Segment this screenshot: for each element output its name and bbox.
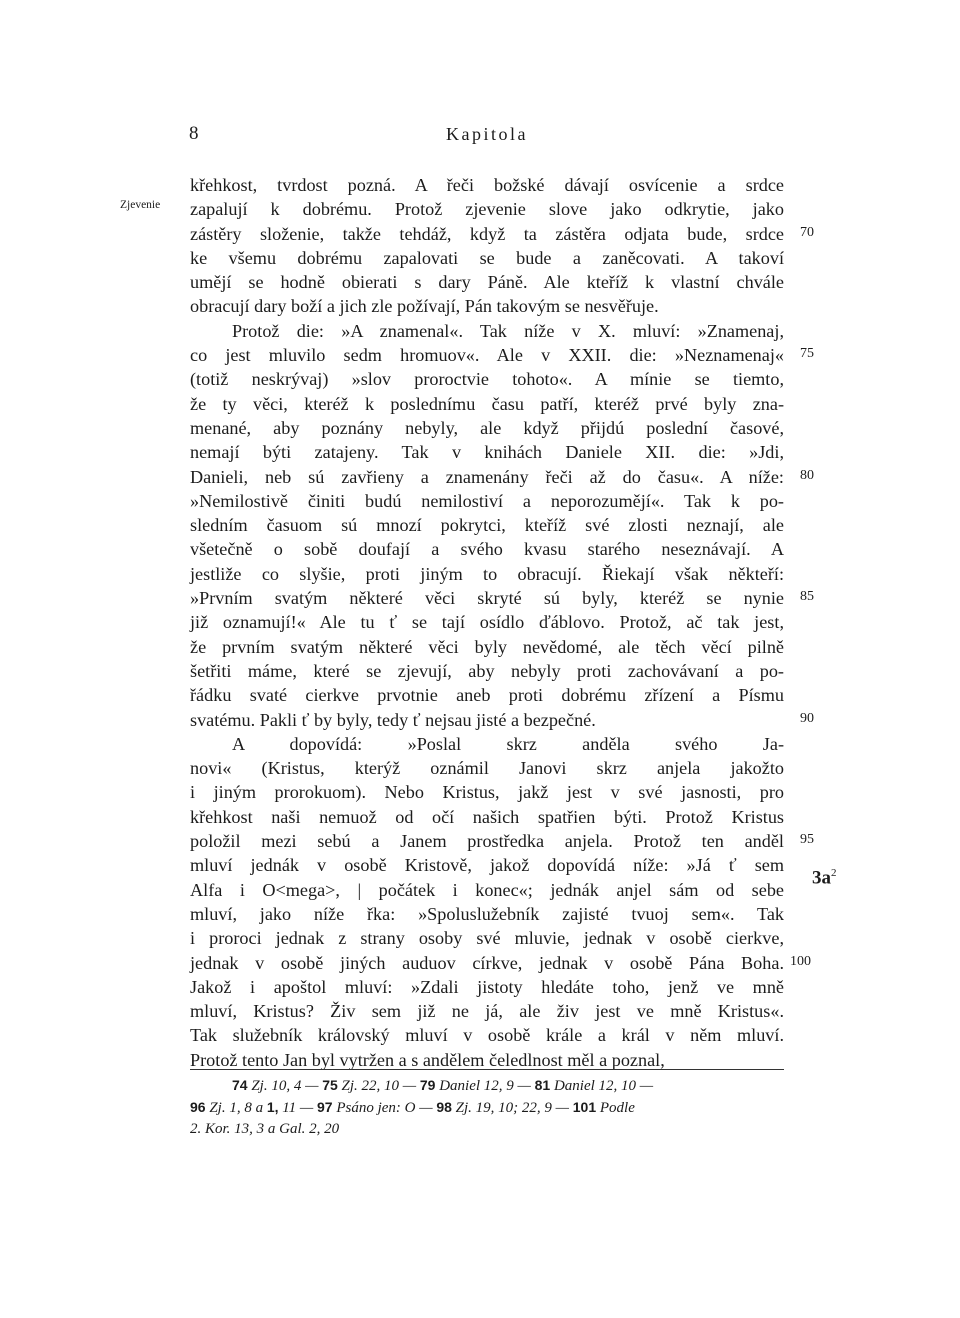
line-number: 80 (800, 467, 814, 483)
text-line: nemají býti zatajeny. Tak v knihách Daniele XII. die: »Jdi, (190, 442, 784, 463)
footnote-line-1 (190, 1075, 784, 1097)
text-line: mluví, jako níže řka: »Spoluslužebník zajisté tvuoj sem«. Tak (190, 903, 784, 924)
text-line: »Nemilostivě činiti budú nemilostiví a neporozumějí«. Tak k po- (190, 490, 784, 511)
text-line: umějí se hodně obierati s dary Páně. Ale kteříž k vlastní chvále (190, 272, 784, 293)
text-line: svatému. Pakli ť by byly, tedy ť nejsau jisté a bezpečné. (190, 709, 596, 730)
footnote-ref: 75 (322, 1077, 338, 1093)
text-line: že ty věci, kteréž k poslednímu času patří, kteréž prvé byly zna- (190, 393, 784, 414)
text-line: Jakož i apoštol mluví: »Zdali jistoty hledáte toho, jenž ve mně (190, 976, 784, 997)
footnote-ref: 79 (419, 1077, 436, 1093)
text-line: co jest mluvilo sedm hromuov«. Ale v XXII. die: »Neznamenaj« (190, 345, 784, 366)
footnote-ref: 74 (232, 1077, 248, 1093)
text-line: položil mezi sebú a Janem prostředka anjela. Protož ten anděl (190, 831, 784, 852)
line-number: 90 (800, 710, 814, 726)
text-line: sledním časuom sú mnozí pokrytci, kteříž své zlosti neznají, ale (190, 515, 784, 536)
margin-note: Zjevenie (120, 199, 161, 211)
text-line: ke všemu dobrému zapalovati se bude a zaněcovati. A takoví (190, 247, 784, 268)
footnote-text: Zj. 22, 10 — (341, 1078, 417, 1094)
footnote-line-3 (190, 1119, 784, 1140)
footnote-ref: 101 (572, 1099, 597, 1115)
signature-sup: 2 (831, 867, 837, 879)
text-line: novi« (Kristus, kterýž oznámil Janovi skrz anjela jakožto (190, 758, 784, 779)
text-line: zapalují k dobrému. Protož zjevenie slove jako odkrytie, jako (190, 199, 784, 220)
text-line: zástěry složenie, takže tehdáž, když ta zástěra odjata bude, srdce (190, 223, 784, 244)
text-line: řádku svaté cierkve prvotnie aneb proti dobrému zřízení a Písmu (190, 685, 784, 706)
text-line: že prvním svatým některé věci byly nevědomé, ale těch věcí pilně (190, 636, 784, 657)
footnote-text: Daniel 12, 9 — (439, 1078, 531, 1094)
text-line: jednak v osobě jiných auduov církve, jednak v osobě Pána Boha. (190, 952, 784, 973)
text-line: Protož tento Jan byl vytržen a s andělem čeledlnost měl a poznal, (190, 1049, 665, 1070)
text-line: i jiným prorokuom). Nebo Kristus, jakž jest v své jasnosti, pro (190, 782, 784, 803)
footnote-text: 11 — (282, 1100, 314, 1116)
body-text (190, 173, 784, 1072)
footnote-text: 2. Kor. 13, 3 a Gal. 2, 20 (190, 1121, 340, 1137)
footnote-text: Podle (599, 1100, 635, 1116)
signature-base: 3a (812, 867, 831, 889)
text-line: všetečně o sobě doufají a svého kvasu starého neseznávají. A (190, 539, 784, 560)
text-line: jestliže co slyšie, proti jiným to obracují. Řiekají však někteří: (190, 563, 784, 584)
line-number: 85 (800, 589, 814, 605)
footnote-ref: 1, (266, 1099, 279, 1115)
text-line: menané, aby poznány nebyly, ale když přijdú poslední časové, (190, 417, 784, 438)
footnote-text: Zj. 19, 10; 22, 9 — (455, 1100, 570, 1116)
text-line: Tak služebník královský mluví v osobě krále a král v něm mluví. (190, 1025, 784, 1046)
footnotes (190, 1075, 784, 1140)
text-line: Alfa i O<mega>, | počátek i konec«; jednák anjel sám od sebe (190, 879, 784, 900)
line-number: 95 (800, 832, 814, 848)
footnote-ref: 81 (534, 1077, 551, 1093)
footnote-rule (190, 1069, 784, 1070)
footnote-text: Zj. 1, 8 a (209, 1100, 264, 1116)
text-line: křehkost, tvrdost pozná. A řeči božské dávají osvícenie a srdce (190, 175, 784, 195)
text-line: již oznamují!« Ale tu ť se tají osídlo ďáblovo. Protož, ač tak jest, (190, 612, 784, 633)
text-line: mluví, Kristus? Živ sem již ne já, ale živ jest ve mně Kristus«. (190, 1001, 784, 1022)
text-line: Protož die: »A znamenal«. Tak níže v X. mluví: »Znamenaj, (232, 320, 784, 341)
text-line: A dopovídá: »Poslal skrz anděla svého Ja- (232, 733, 784, 754)
text-line: obracují dary boží a jich zle požívají, Pán takovým se nesvěřuje. (190, 296, 659, 317)
footnote-ref: 96 (190, 1099, 206, 1115)
footnote-text: Psáno jen: O — (336, 1100, 433, 1116)
text-line: Danieli, neb sú zavřieny a znamenány řeči až do času«. A níže: (190, 466, 784, 487)
text-line: šetřiti máme, které se zjevují, aby nebyly proti zachovávaní a po- (190, 660, 784, 681)
signature-mark (812, 867, 837, 889)
footnote-ref: 97 (317, 1099, 333, 1115)
footnote-ref: 98 (436, 1099, 452, 1115)
text-line: křehkost naši nemuož od očí našich spatřien býti. Protož Kristus (190, 806, 784, 827)
text-line: (totiž neskrývaj) »slov proroctvie tohoto«. A mínie se tiemto, (190, 369, 784, 390)
footnote-text: Daniel 12, 10 — (553, 1078, 654, 1094)
footnote-line-2 (190, 1097, 784, 1119)
text-line: mluví jednák v osobě Kristově, jakož dopovídá níže: »Já ť sem (190, 855, 784, 876)
footnote-text: Zj. 10, 4 — (251, 1078, 319, 1094)
line-number: 70 (800, 224, 814, 240)
page-number: 8 (189, 123, 199, 144)
line-number: 100 (790, 953, 811, 969)
text-line: »Prvním svatým některé věci skryté sú byly, kteréž se nynie (190, 588, 784, 609)
line-number: 75 (800, 346, 814, 362)
running-title: Kapitola (446, 124, 528, 144)
text-line: i proroci jednak z strany osoby své mluvie, jednak v osobě cierkve, (190, 928, 784, 949)
